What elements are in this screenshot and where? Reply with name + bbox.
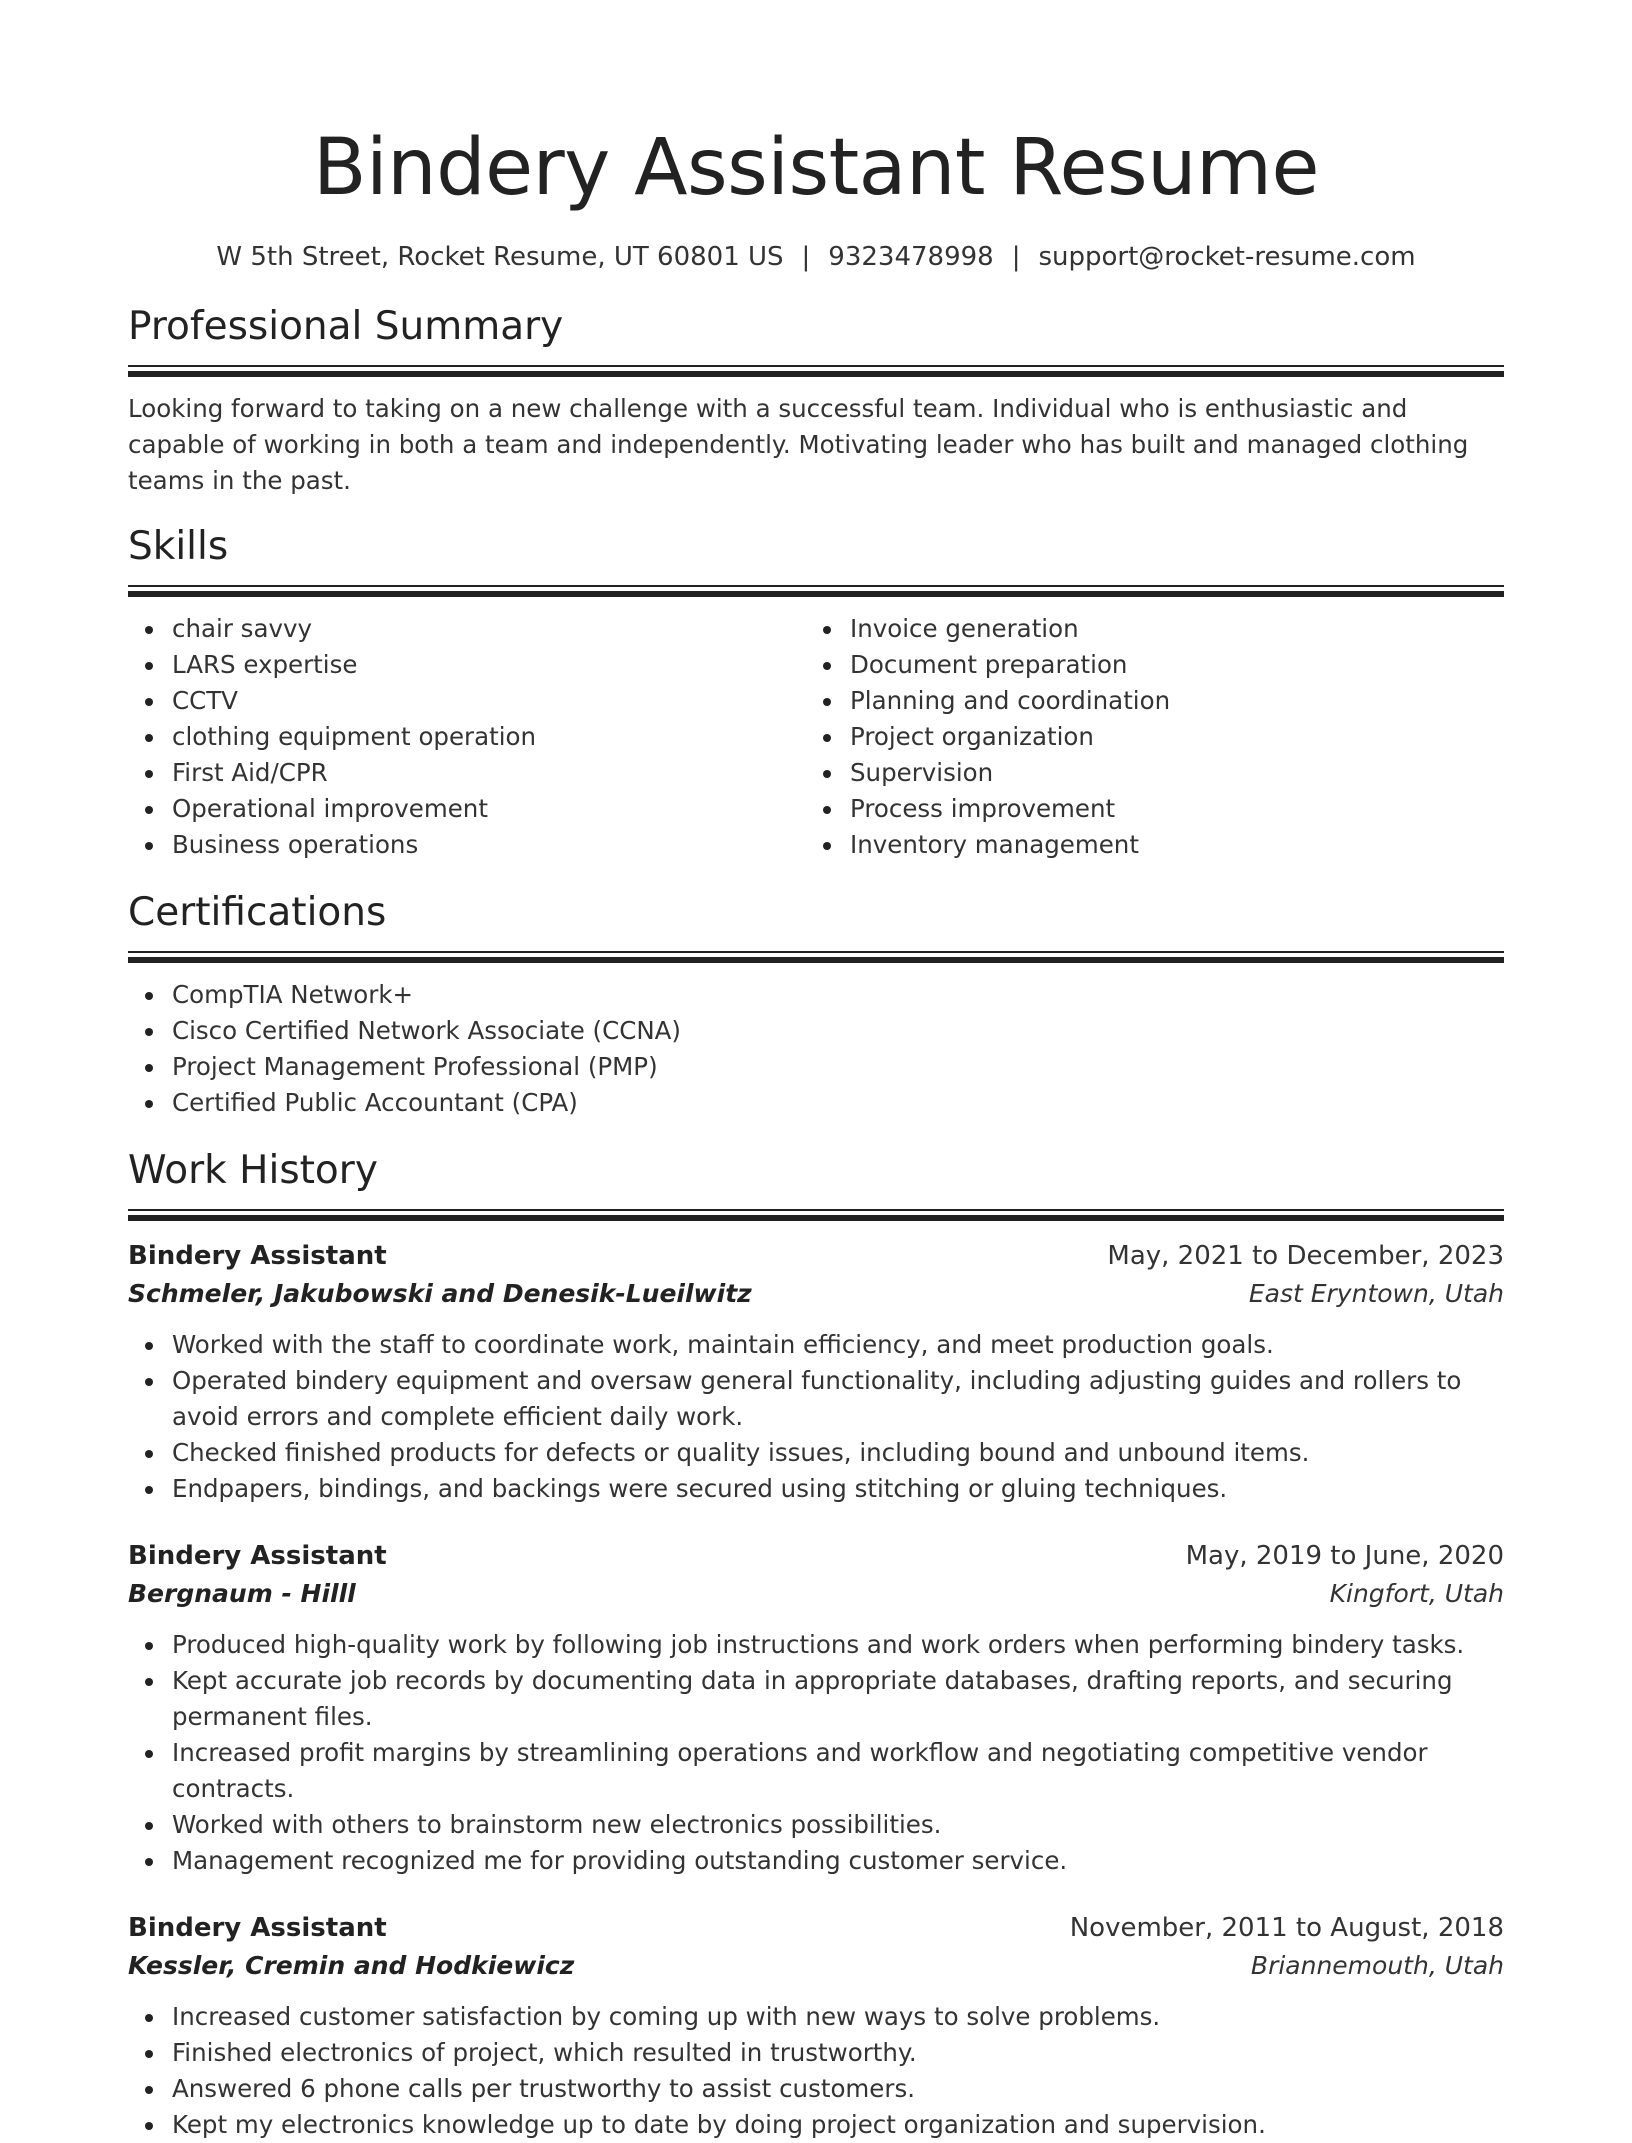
- summary-section: [128, 303, 1504, 499]
- summary-text: Looking forward to taking on a new challenge with a successful team. Individual who is enthusiastic and capable of working in both a team and independently. Motivating leader who has built and managed clothing teams in the past.: [128, 394, 1469, 495]
- skill-item: Operational improvement: [128, 791, 806, 827]
- skill-item: Process improvement: [806, 791, 1484, 827]
- skills-section: [128, 523, 1504, 863]
- contact-address: W 5th Street, Rocket Resume, UT 60801 US: [216, 242, 784, 272]
- contact-separator: |: [1011, 242, 1021, 272]
- job-duty-item: Checked finished products for defects or quality issues, including bound and unbound items.: [128, 1435, 1504, 1471]
- skill-item: Document preparation: [806, 647, 1484, 683]
- contact-separator: |: [801, 242, 811, 272]
- job-duty-item: Management recognized me for providing outstanding customer service.: [128, 1843, 1504, 1879]
- work-history-section: [128, 1147, 1504, 2143]
- job-duty-item: Kept accurate job records by documenting data in appropriate databases, drafting reports, and securing permanent files.: [128, 1663, 1504, 1735]
- skills-list-right: [806, 611, 1484, 863]
- section-divider: [128, 585, 1504, 597]
- job-duty-item: Increased profit margins by streamlining operations and workflow and negotiating competitive vendor contracts.: [128, 1735, 1504, 1807]
- skill-item: Invoice generation: [806, 611, 1484, 647]
- job-dates: November, 2011 to August, 2018: [1069, 1913, 1504, 1943]
- job-location: Briannemouth, Utah: [1250, 1951, 1504, 1980]
- job-duty-item: Endpapers, bindings, and backings were secured using stitching or gluing techniques.: [128, 1471, 1504, 1507]
- resume-title: Bindery Assistant Resume: [313, 123, 1319, 213]
- job-header-row: [128, 1237, 1504, 1275]
- skill-item: LARS expertise: [128, 647, 806, 683]
- skill-item: clothing equipment operation: [128, 719, 806, 755]
- section-divider: [128, 951, 1504, 963]
- certifications-list: [128, 977, 1504, 1121]
- job-company-row: [128, 1947, 1504, 1985]
- certification-item: Project Management Professional (PMP): [128, 1049, 1504, 1085]
- contact-email: support@rocket-resume.com: [1038, 242, 1416, 272]
- job-duty-item: Worked with the staff to coordinate work, maintain efficiency, and meet production goals.: [128, 1327, 1504, 1363]
- job-duty-item: Finished electronics of project, which resulted in trustworthy.: [128, 2035, 1504, 2071]
- certification-item: Certified Public Accountant (CPA): [128, 1085, 1504, 1121]
- skills-heading: Skills: [128, 524, 229, 569]
- job-dates: May, 2021 to December, 2023: [1107, 1241, 1504, 1271]
- skill-item: Planning and coordination: [806, 683, 1484, 719]
- skills-columns: [128, 611, 1504, 863]
- job-company: Schmeler, Jakubowski and Denesik-Lueilwitz: [128, 1279, 752, 1308]
- job-entry: [128, 1909, 1504, 2143]
- certifications-heading: Certifications: [128, 890, 387, 935]
- job-duty-item: Produced high-quality work by following job instructions and work orders when performing bindery tasks.: [128, 1627, 1504, 1663]
- job-title: Bindery Assistant: [128, 1241, 387, 1271]
- skill-item: Business operations: [128, 827, 806, 863]
- certification-item: Cisco Certified Network Associate (CCNA): [128, 1013, 1504, 1049]
- contact-line: [128, 240, 1504, 274]
- work-history-heading: Work History: [128, 1148, 378, 1193]
- job-title: Bindery Assistant: [128, 1913, 387, 1943]
- skill-item: Inventory management: [806, 827, 1484, 863]
- job-duty-item: Operated bindery equipment and oversaw general functionality, including adjusting guides and rollers to avoid errors and complete efficient daily work.: [128, 1363, 1504, 1435]
- job-location: Kingfort, Utah: [1329, 1579, 1504, 1608]
- skill-item: chair savvy: [128, 611, 806, 647]
- job-duty-item: Answered 6 phone calls per trustworthy to assist customers.: [128, 2071, 1504, 2107]
- job-duties-list: [128, 1627, 1504, 1879]
- skills-list-left: [128, 611, 806, 863]
- job-company: Kessler, Cremin and Hodkiewicz: [128, 1951, 575, 1980]
- job-entry: [128, 1237, 1504, 1507]
- job-duty-item: Increased customer satisfaction by coming up with new ways to solve problems.: [128, 1999, 1504, 2035]
- job-header-row: [128, 1537, 1504, 1575]
- skill-item: Project organization: [806, 719, 1484, 755]
- job-company-row: [128, 1575, 1504, 1613]
- job-company: Bergnaum - Hilll: [128, 1579, 356, 1608]
- skill-item: First Aid/CPR: [128, 755, 806, 791]
- job-duties-list: [128, 1327, 1504, 1507]
- skill-item: CCTV: [128, 683, 806, 719]
- job-location: East Eryntown, Utah: [1248, 1279, 1504, 1308]
- certifications-section: [128, 889, 1504, 1121]
- skill-item: Supervision: [806, 755, 1484, 791]
- job-header-row: [128, 1909, 1504, 1947]
- job-duty-item: Worked with others to brainstorm new electronics possibilities.: [128, 1807, 1504, 1843]
- job-duty-item: Kept my electronics knowledge up to date by doing project organization and supervision.: [128, 2107, 1504, 2143]
- skills-column-left: [128, 611, 806, 863]
- section-divider: [128, 1209, 1504, 1221]
- certification-item: CompTIA Network+: [128, 977, 1504, 1013]
- job-duties-list: [128, 1999, 1504, 2143]
- job-title: Bindery Assistant: [128, 1541, 387, 1571]
- contact-phone: 9323478998: [828, 242, 994, 272]
- job-dates: May, 2019 to June, 2020: [1185, 1541, 1504, 1571]
- job-company-row: [128, 1275, 1504, 1313]
- job-entry: [128, 1537, 1504, 1879]
- skills-column-right: [806, 611, 1484, 863]
- section-divider: [128, 365, 1504, 377]
- summary-heading: Professional Summary: [128, 304, 564, 349]
